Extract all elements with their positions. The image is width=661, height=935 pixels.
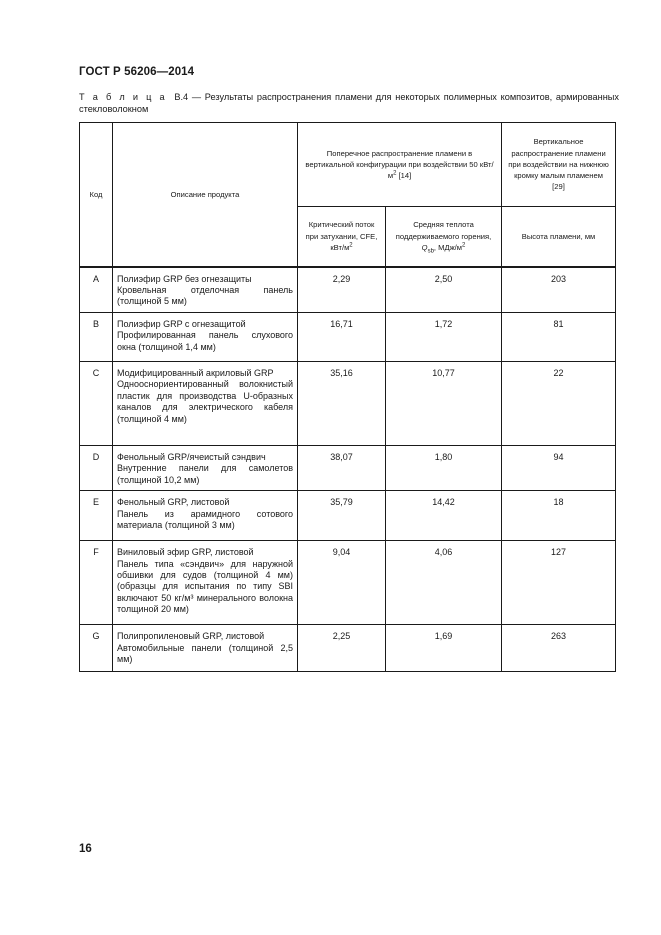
table-row: [80, 313, 616, 362]
row-heat: 1,80: [386, 446, 502, 491]
table-row: [80, 491, 616, 541]
row-description: [113, 313, 298, 362]
row-critical-flux: 35,16: [298, 362, 386, 446]
product-details: Внутренние панели для самолетов (толщиной 10,2 мм): [117, 463, 293, 485]
header-critical-flux: Критический поток при затухании, CFE, кВт/$м^2$: [298, 207, 386, 267]
row-description: [113, 625, 298, 672]
product-name: Виниловый эфир GRP, листовой: [117, 547, 254, 558]
row-description: [113, 267, 298, 313]
flame-spread-table: [79, 122, 616, 672]
table-row: [80, 446, 616, 491]
product-name: Модифицированный акриловый GRP: [117, 368, 274, 378]
product-details: Панель из арамидного сотового материала (толщиной 3 мм): [117, 508, 293, 531]
row-code: B: [80, 313, 113, 362]
product-name: Полиэфир GRP без огнезащиты: [117, 273, 252, 284]
product-details: Профилированная панель слухового окна (толщиной 1,4 мм): [117, 330, 293, 352]
row-critical-flux: 2,29: [298, 267, 386, 313]
product-name: Фенольный GRP/ячеистый сэндвич: [117, 452, 266, 462]
table-row: [80, 362, 616, 446]
row-flame-height: 263: [502, 625, 616, 672]
header-heat: Средняя теплота поддерживаемого горения, $Q_{sb}$, МДж/$м^2$: [386, 207, 502, 267]
header-vertical-group: Вертикальное распространение пламени при воздействии на нижнюю кромку малым пламенем [29]: [502, 123, 616, 207]
caption-number: В.4: [174, 92, 189, 102]
table-row: [80, 541, 616, 625]
row-flame-height: 22: [502, 362, 616, 446]
row-critical-flux: 9,04: [298, 541, 386, 625]
header-lateral-group: Поперечное распространение пламени в вертикальной конфигурации при воздействии 50 кВт/$м^2$ [14]: [298, 123, 502, 207]
row-flame-height: 127: [502, 541, 616, 625]
row-heat: 1,72: [386, 313, 502, 362]
row-code: C: [80, 362, 113, 446]
row-flame-height: 18: [502, 491, 616, 541]
row-critical-flux: 16,71: [298, 313, 386, 362]
product-details: Панель типа «сэндвич» для наружной обшивки для судов (толщиной 4 мм) (образцы для испытания по типу SBI включают 50 кг/м³ минерального волокна толщиной 20 мм): [117, 558, 293, 615]
row-heat: 14,42: [386, 491, 502, 541]
row-description: [113, 491, 298, 541]
row-description: [113, 541, 298, 625]
caption-label: Т а б л и ц а: [79, 92, 167, 102]
row-description: [113, 362, 298, 446]
caption-text: — Результаты распространения пламени для некоторых полимерных композитов, армированных стекловолокном: [79, 92, 619, 114]
row-code: G: [80, 625, 113, 672]
row-heat: 1,69: [386, 625, 502, 672]
row-description: [113, 446, 298, 491]
header-code: Код: [80, 123, 113, 267]
product-name: Полипропиленовый GRP, листовой: [117, 631, 265, 642]
row-heat: 4,06: [386, 541, 502, 625]
row-critical-flux: 2,25: [298, 625, 386, 672]
row-code: F: [80, 541, 113, 625]
product-name: Фенольный GRP, листовой: [117, 497, 230, 508]
product-details: Автомобильные панели (толщиной 2,5 мм): [117, 642, 293, 665]
document-header: ГОСТ Р 56206—2014: [79, 66, 195, 78]
product-name: Полиэфир GRP с огнезащитой: [117, 319, 246, 329]
table-body: [80, 267, 616, 672]
row-code: E: [80, 491, 113, 541]
row-critical-flux: 38,07: [298, 446, 386, 491]
row-flame-height: 81: [502, 313, 616, 362]
page-number: 16: [79, 843, 92, 855]
row-heat: 2,50: [386, 267, 502, 313]
row-critical-flux: 35,79: [298, 491, 386, 541]
product-details: Однооснориентированный волокнистый пластик для производства U-образных каналов для электрического кабеля (толщиной 4 мм): [117, 379, 293, 424]
product-details: Кровельная отделочная панель (толщиной 5 мм): [117, 284, 293, 307]
row-flame-height: 94: [502, 446, 616, 491]
header-flame-height: Высота пламени, мм: [502, 207, 616, 267]
header-description: Описание продукта: [113, 123, 298, 267]
table-row: [80, 625, 616, 672]
row-code: D: [80, 446, 113, 491]
row-code: A: [80, 267, 113, 313]
row-heat: 10,77: [386, 362, 502, 446]
table-row: [80, 267, 616, 313]
row-flame-height: 203: [502, 267, 616, 313]
table-caption: [79, 92, 619, 115]
